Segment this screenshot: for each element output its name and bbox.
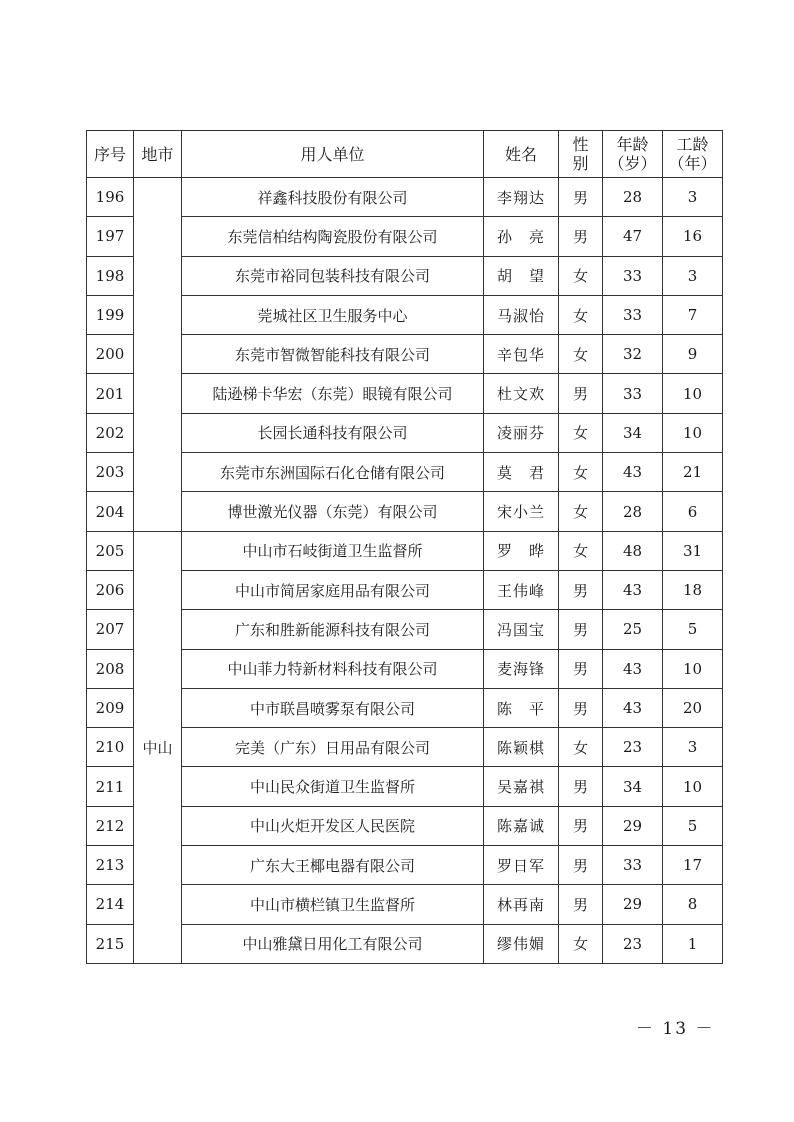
cell-service: 3 [663, 178, 723, 217]
cell-unit: 中市联昌喷雾泵有限公司 [182, 688, 484, 727]
cell-age: 48 [603, 531, 663, 570]
cell-age: 28 [603, 178, 663, 217]
table-body [87, 178, 723, 964]
table-row [87, 806, 723, 845]
cell-name: 罗日军 [484, 846, 559, 885]
table-row [87, 610, 723, 649]
cell-name: 李翔达 [484, 178, 559, 217]
cell-seq: 203 [87, 453, 134, 492]
table-row [87, 846, 723, 885]
cell-service: 21 [663, 453, 723, 492]
cell-seq: 204 [87, 492, 134, 531]
table-row [87, 531, 723, 570]
cell-unit: 东莞信柏结构陶瓷股份有限公司 [182, 217, 484, 256]
cell-service: 10 [663, 374, 723, 413]
cell-name: 陈 平 [484, 688, 559, 727]
cell-city: 中山 [134, 531, 182, 963]
cell-gender: 男 [559, 767, 603, 806]
cell-unit: 中山雅黛日用化工有限公司 [182, 924, 484, 963]
header-city: 地市 [134, 131, 182, 178]
cell-name: 马淑怡 [484, 295, 559, 334]
cell-unit: 中山民众街道卫生监督所 [182, 767, 484, 806]
cell-seq: 212 [87, 806, 134, 845]
header-gender [559, 131, 603, 178]
cell-name: 王伟峰 [484, 570, 559, 609]
cell-unit: 中山市石岐街道卫生监督所 [182, 531, 484, 570]
header-unit: 用人单位 [182, 131, 484, 178]
cell-unit: 祥鑫科技股份有限公司 [182, 178, 484, 217]
cell-service: 9 [663, 335, 723, 374]
cell-gender: 男 [559, 610, 603, 649]
cell-gender: 男 [559, 885, 603, 924]
cell-gender: 男 [559, 688, 603, 727]
cell-unit: 中山市横栏镇卫生监督所 [182, 885, 484, 924]
cell-name: 胡 望 [484, 256, 559, 295]
cell-gender: 男 [559, 649, 603, 688]
cell-seq: 215 [87, 924, 134, 963]
cell-seq: 197 [87, 217, 134, 256]
header-gender-line2: 别 [572, 154, 589, 173]
cell-unit: 中山菲力特新材料科技有限公司 [182, 649, 484, 688]
cell-age: 43 [603, 649, 663, 688]
cell-seq: 206 [87, 570, 134, 609]
cell-unit: 中山火炬开发区人民医院 [182, 806, 484, 845]
cell-unit: 广东和胜新能源科技有限公司 [182, 610, 484, 649]
header-age-line2: （岁） [608, 154, 657, 173]
table-row [87, 688, 723, 727]
header-age-line1: 年龄 [616, 135, 649, 154]
cell-name: 凌丽芬 [484, 413, 559, 452]
cell-name: 陈颖棋 [484, 728, 559, 767]
cell-seq: 209 [87, 688, 134, 727]
header-row [87, 131, 723, 178]
cell-age: 33 [603, 256, 663, 295]
cell-age: 32 [603, 335, 663, 374]
roster-table [86, 130, 723, 964]
cell-service: 3 [663, 256, 723, 295]
cell-gender: 女 [559, 256, 603, 295]
cell-gender: 女 [559, 453, 603, 492]
cell-seq: 214 [87, 885, 134, 924]
cell-name: 陈嘉诚 [484, 806, 559, 845]
cell-unit: 完美（广东）日用品有限公司 [182, 728, 484, 767]
cell-gender: 女 [559, 924, 603, 963]
cell-unit: 广东大王椰电器有限公司 [182, 846, 484, 885]
table-row [87, 374, 723, 413]
cell-seq: 207 [87, 610, 134, 649]
cell-service: 10 [663, 767, 723, 806]
cell-unit: 中山市简居家庭用品有限公司 [182, 570, 484, 609]
cell-seq: 198 [87, 256, 134, 295]
cell-name: 麦海锋 [484, 649, 559, 688]
cell-age: 43 [603, 570, 663, 609]
header-gender-line1: 性 [572, 135, 589, 154]
cell-name: 辛包华 [484, 335, 559, 374]
page-number: － 13 － [636, 1019, 715, 1039]
cell-gender: 男 [559, 806, 603, 845]
cell-gender: 男 [559, 374, 603, 413]
cell-name: 宋小兰 [484, 492, 559, 531]
cell-gender: 男 [559, 570, 603, 609]
cell-gender: 女 [559, 413, 603, 452]
cell-service: 31 [663, 531, 723, 570]
header-name: 姓名 [484, 131, 559, 178]
cell-name: 吴嘉祺 [484, 767, 559, 806]
cell-seq: 211 [87, 767, 134, 806]
table-row [87, 924, 723, 963]
cell-unit: 东莞市裕同包装科技有限公司 [182, 256, 484, 295]
cell-age: 23 [603, 924, 663, 963]
table-row [87, 649, 723, 688]
cell-service: 6 [663, 492, 723, 531]
cell-seq: 208 [87, 649, 134, 688]
table-row [87, 413, 723, 452]
cell-service: 10 [663, 649, 723, 688]
cell-age: 43 [603, 453, 663, 492]
table-row [87, 335, 723, 374]
cell-age: 34 [603, 767, 663, 806]
cell-service: 16 [663, 217, 723, 256]
table-row [87, 217, 723, 256]
cell-service: 17 [663, 846, 723, 885]
cell-seq: 200 [87, 335, 134, 374]
table-row [87, 178, 723, 217]
table-row [87, 767, 723, 806]
cell-seq: 210 [87, 728, 134, 767]
cell-service: 1 [663, 924, 723, 963]
cell-service: 5 [663, 610, 723, 649]
cell-age: 47 [603, 217, 663, 256]
cell-gender: 女 [559, 492, 603, 531]
cell-age: 23 [603, 728, 663, 767]
cell-unit: 莞城社区卫生服务中心 [182, 295, 484, 334]
table-row [87, 256, 723, 295]
cell-seq: 205 [87, 531, 134, 570]
header-service-line2: （年） [668, 154, 717, 173]
cell-gender: 男 [559, 178, 603, 217]
cell-age: 33 [603, 846, 663, 885]
cell-service: 8 [663, 885, 723, 924]
cell-unit: 博世激光仪器（东莞）有限公司 [182, 492, 484, 531]
cell-name: 缪伟媚 [484, 924, 559, 963]
table-row [87, 728, 723, 767]
cell-service: 10 [663, 413, 723, 452]
cell-service: 18 [663, 570, 723, 609]
cell-name: 孙 亮 [484, 217, 559, 256]
cell-service: 3 [663, 728, 723, 767]
cell-age: 34 [603, 413, 663, 452]
cell-name: 莫 君 [484, 453, 559, 492]
cell-name: 罗 晔 [484, 531, 559, 570]
cell-age: 29 [603, 806, 663, 845]
cell-unit: 东莞市东洲国际石化仓储有限公司 [182, 453, 484, 492]
table-row [87, 885, 723, 924]
cell-gender: 男 [559, 217, 603, 256]
cell-gender: 女 [559, 335, 603, 374]
cell-age: 29 [603, 885, 663, 924]
cell-service: 5 [663, 806, 723, 845]
cell-name: 冯国宝 [484, 610, 559, 649]
cell-gender: 女 [559, 531, 603, 570]
cell-name: 杜文欢 [484, 374, 559, 413]
header-service-line1: 工龄 [676, 135, 709, 154]
cell-seq: 199 [87, 295, 134, 334]
table-row [87, 295, 723, 334]
header-age [603, 131, 663, 178]
table-row [87, 570, 723, 609]
cell-service: 20 [663, 688, 723, 727]
cell-gender: 女 [559, 728, 603, 767]
header-seq: 序号 [87, 131, 134, 178]
cell-age: 33 [603, 374, 663, 413]
cell-gender: 女 [559, 295, 603, 334]
cell-unit: 陆逊梯卡华宏（东莞）眼镜有限公司 [182, 374, 484, 413]
cell-seq: 213 [87, 846, 134, 885]
cell-age: 28 [603, 492, 663, 531]
cell-service: 7 [663, 295, 723, 334]
cell-age: 25 [603, 610, 663, 649]
cell-city [134, 178, 182, 532]
cell-age: 43 [603, 688, 663, 727]
cell-name: 林再南 [484, 885, 559, 924]
header-service [663, 131, 723, 178]
cell-unit: 长园长通科技有限公司 [182, 413, 484, 452]
cell-seq: 202 [87, 413, 134, 452]
cell-seq: 196 [87, 178, 134, 217]
cell-seq: 201 [87, 374, 134, 413]
table-row [87, 453, 723, 492]
cell-gender: 男 [559, 846, 603, 885]
cell-age: 33 [603, 295, 663, 334]
table-row [87, 492, 723, 531]
cell-unit: 东莞市智微智能科技有限公司 [182, 335, 484, 374]
table-header [87, 131, 723, 178]
